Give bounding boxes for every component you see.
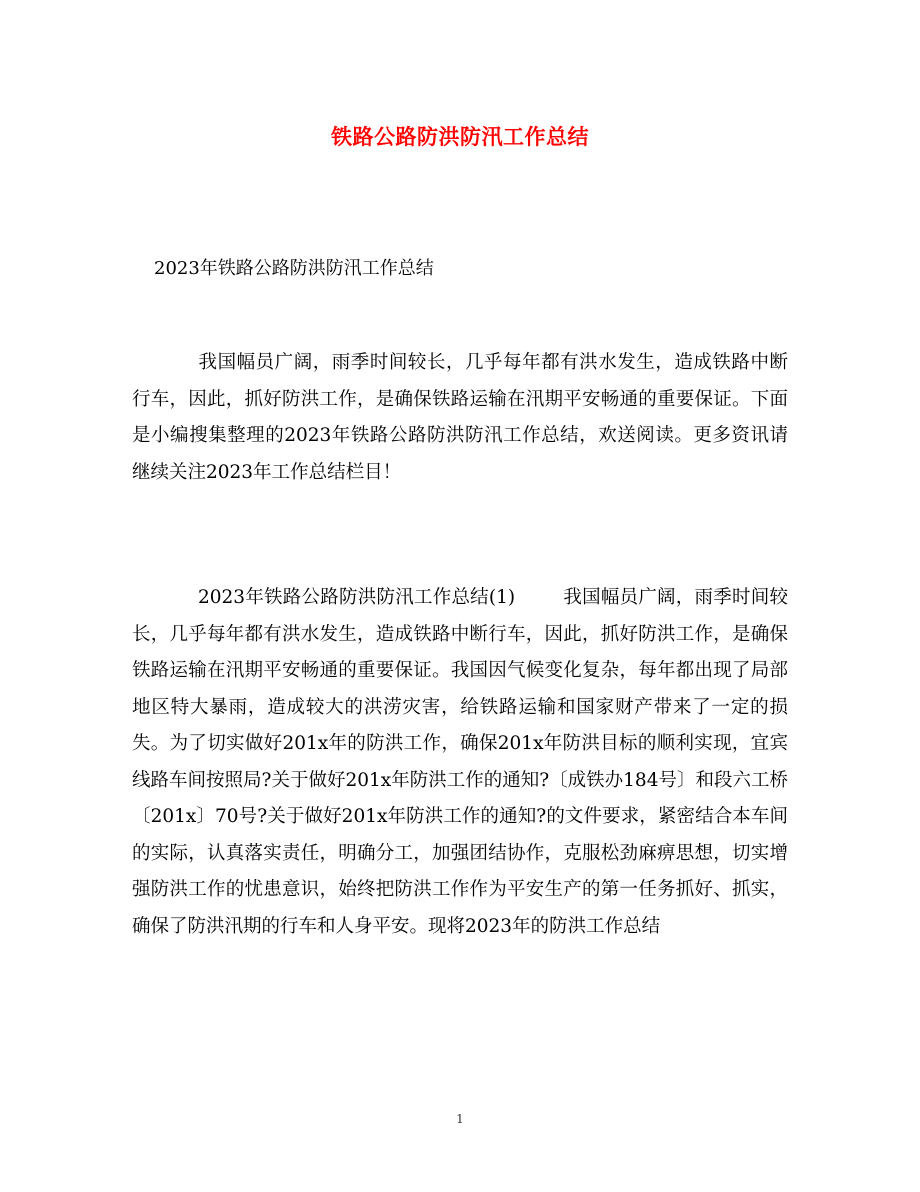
intro-paragraph-text: 我国幅员广阔，雨季时间较长，几乎每年都有洪水发生，造成铁路中断行车，因此，抓好防洪工作，是确保铁路运输在汛期平安畅通的重要保证。下面是小编搜集整理的2023年铁路公路防洪防汛工作总结，欢送阅读。更多资讯请继续关注2023年工作总结栏目！: [132, 352, 788, 483]
document-title: 铁路公路防洪防汛工作总结: [331, 124, 589, 149]
section-heading: 2023年铁路公路防洪防汛工作总结(1): [198, 587, 516, 608]
document-subtitle: 2023年铁路公路防洪防汛工作总结: [154, 258, 434, 279]
intro-paragraph: [132, 345, 788, 491]
page-number: 1: [456, 1112, 464, 1126]
body-paragraph-text: 我国幅员广阔，雨季时间较长，几乎每年都有洪水发生，造成铁路中断行车，因此，抓好防洪工作，是确保铁路运输在汛期平安畅通的重要保证。我国因气候变化复杂，每年都出现了局部地区特大暴雨，造成较大的洪涝灾害，给铁路运输和国家财产带来了一定的损失。为了切实做好201x年的防洪工作，确保201x年防洪目标的顺利实现，宜宾线路车间按照局?关于做好201x年防洪工作的通知?〔成铁办184号〕和段六工桥〔201x〕70号?关于做好201x年防洪工作的通知?的文件要求，紧密结合本车间的实际，认真落实责任，明确分工，加强团结协作，克服松劲麻痹思想，切实增强防洪工作的忧患意识，始终把防洪工作作为平安生产的第一任务抓好、抓实，确保了防洪汛期的行车和人身平安。现将2023年的防洪工作总结: [132, 587, 788, 937]
body-paragraph: [132, 580, 788, 945]
